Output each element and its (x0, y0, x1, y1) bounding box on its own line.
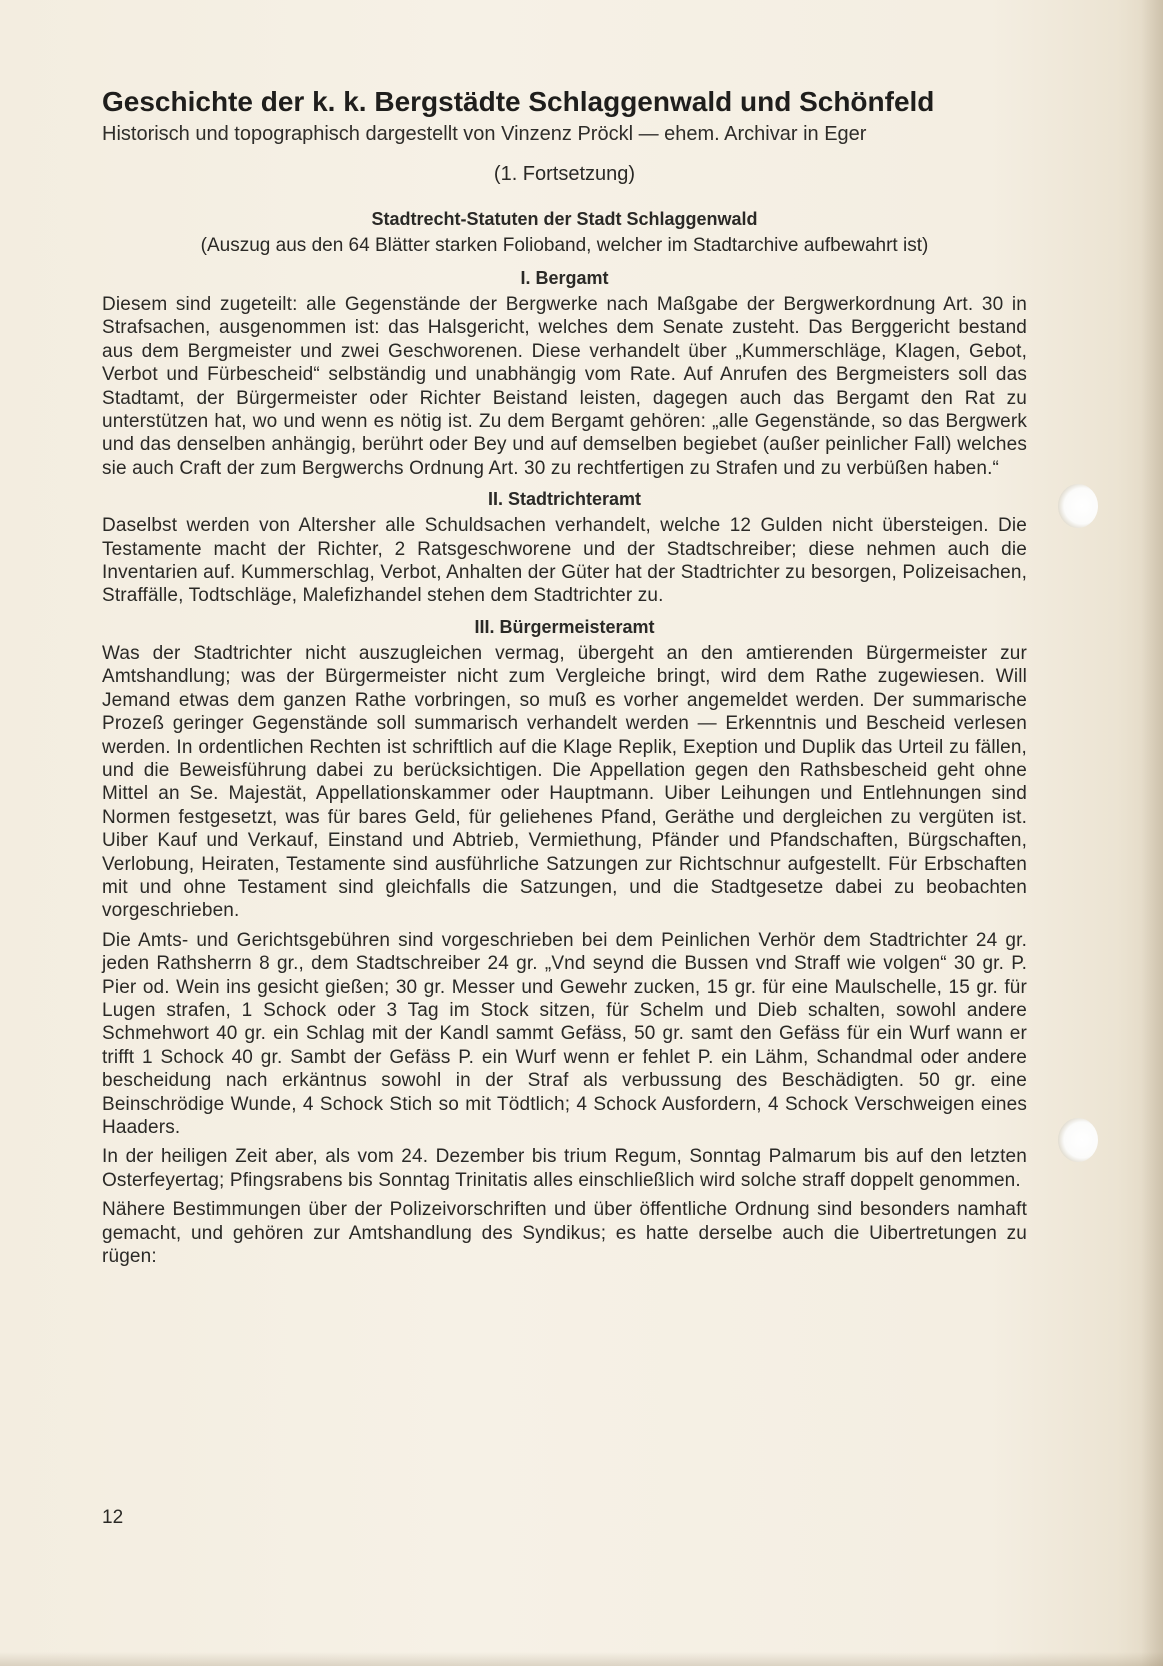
page-bottom-edge (0, 1652, 1163, 1666)
statutes-subheading: (Auszug aus den 64 Blätter starken Folioband, welcher im Stadtarchive aufbewahrt ist) (200, 235, 929, 256)
section-heading: III. Bürgermeisteramt (474, 616, 655, 637)
section-heading: II. Stadtrichteramt (487, 489, 642, 510)
section-paragraph: Was der Stadtrichter nicht auszugleichen vermag, übergeht an den amtierenden Bürgermeister zur Amtshandlung; was der Bürgermeister nicht zum Vergleiche bringt, wird dem Rathe zugewiesen. Will Jemand etwas dem ganzen Rathe vorbringen, so muß es vorher angemeldet werden. Der summarische Prozeß geringer Gegenstände soll summarisch verhandelt werden — Erkenntnis und Bescheid verlesen werden. In ordentlichen Rechten ist schriftlich auf die Klage Replik, Exeption und Duplik das Urteil zu fällen, und die Beweisführung dabei zu berücksichtigen. Die Appellation gegen den Rathsbescheid geht ohne Mittel an Se. Majestät, Appellationskammer oder Hauptmann. Uiber Leihungen und Entlehnungen sind Normen festgesetzt, was für bares Geld, für geliehenes Pfand, Geräthe und dergleichen zu vergüten ist. Uiber Kauf und Verkauf, Einstand und Abtrieb, Vermiethung, Pfänder und Pfandschaften, Bürgschaften, Verlobung, Heiraten, Testamente sind ausführliche Satzungen zur Richtschnur aufgestellt. Für Erbschaften mit und ohne Testament sind gleichfalls die Satzungen, und die Stadtgesetze dabei zu beobachten vorgeschrieben. (102, 642, 1027, 922)
section-paragraph: Nähere Bestimmungen über der Polizeivorschriften und über öffentliche Ordnung sind besonders namhaft gemacht, und gehören zur Amtshandlung des Syndikus; es hatte derselbe auch die Uibertretungen zu rügen: (102, 1199, 1027, 1268)
continuation-note: (1. Fortsetzung) (493, 163, 636, 185)
statutes-heading: Stadtrecht-Statuten der Stadt Schlaggenwald (371, 209, 758, 229)
article-body (102, 84, 1027, 1274)
section-stadtrichteramt (102, 486, 1027, 608)
section-paragraph: Daselbst werden von Altersher alle Schuldsachen verhandelt, welche 12 Gulden nicht übersteigen. Die Testamente macht der Richter, 2 Ratsgeschworene und der Stadtschreiber; diese nehmen auch die Inventarien auf. Kummerschlag, Verbot, Anhalten der Güter hat der Stadtrichter zu besorgen, Polizeisachen, Straffälle, Todtschläge, Malefizhandel stehen dem Stadtrichter zu. (102, 515, 1027, 607)
article-title: Geschichte der k. k. Bergstädte Schlaggenwald und Schönfeld (102, 86, 935, 117)
section-buergermeisteramt (102, 614, 1027, 1269)
section-bergamt (102, 265, 1027, 480)
punch-hole-top (1058, 484, 1098, 528)
page-edge-shadow (1141, 0, 1163, 1666)
punch-hole-bottom (1058, 1118, 1098, 1162)
section-paragraph: Diesem sind zugeteilt: alle Gegenstände der Bergwerke nach Maßgabe der Bergwerkordnung Art. 30 in Strafsachen, ausgenommen ist: das Halsgericht, welches dem Senate zusteht. Das Berggericht bestand aus dem Bergmeister und zwei Geschworenen. Diese verhandelt über „Kummerschläge, Klagen, Gebot, Verbot und Fürbescheid“ selbständig und unabhängig vom Rate. Auf Anrufen des Bergmeisters soll das Stadtamt, der Bürgermeister oder Richter Beistand leisten, dagegen auch das Bergamt den Rat zu unterstützen hat, wo und wenn es nötig ist. Zu dem Bergamt gehören: „alle Gegenstände, so das Bergwerk und das denselben anhängig, berührt oder Bey und auf demselben begiebet (außer peinlicher Fall) welches sie auch Craft der zum Bergwerchs Ordnung Art. 30 zu rechtfertigen zu Strafen und zu verbüßen haben.“ (102, 294, 1027, 479)
section-paragraph: In der heiligen Zeit aber, als vom 24. Dezember bis trium Regum, Sonntag Palmarum bis auf den letzten Osterfeyertag; Pfingsrabens bis Sonntag Trinitatis alles einschließlich wird solche straff doppelt genommen. (102, 1146, 1027, 1191)
section-heading: I. Bergamt (520, 268, 609, 288)
article-subtitle: Historisch und topographisch dargestellt von Vinzenz Pröckl — ehem. Archivar in Eger (102, 123, 867, 145)
section-paragraph: Die Amts- und Gerichtsgebühren sind vorgeschrieben bei dem Peinlichen Verhör dem Stadtrichter 24 gr. jeden Rathsherrn 8 gr., dem Stadtschreiber 24 gr. „Vnd seynd die Bussen vnd Straff wie volgen“ 30 gr. P. Pier od. Wein ins gesicht gießen; 30 gr. Messer und Gewehr zucken, 15 gr. für eine Maulschelle, 15 gr. für Lugen strafen, 1 Schock oder 3 Tag im Stock sitzen, für Schelm und Dieb schalten, sowohl andere Schmehwort 40 gr. ein Schlag mit der Kandl sammt Gefäss, 50 gr. samt den Gefäss für ein Wurf wann er trifft 1 Schock 40 gr. Sambt der Gefäss P. ein Wurf wenn er fehlet P. ein Lähm, Schandmal oder andere bescheidung nach erkäntnus sowohl in der Straf als verbussung des Beschädigten. 50 gr. eine Beinschrödige Wunde, 4 Schock Stich so mit Tödtlich; 4 Schock Ausfordern, 4 Schock Verschweigen eines Haaders. (102, 929, 1027, 1138)
page-number: 12 (102, 1507, 124, 1528)
